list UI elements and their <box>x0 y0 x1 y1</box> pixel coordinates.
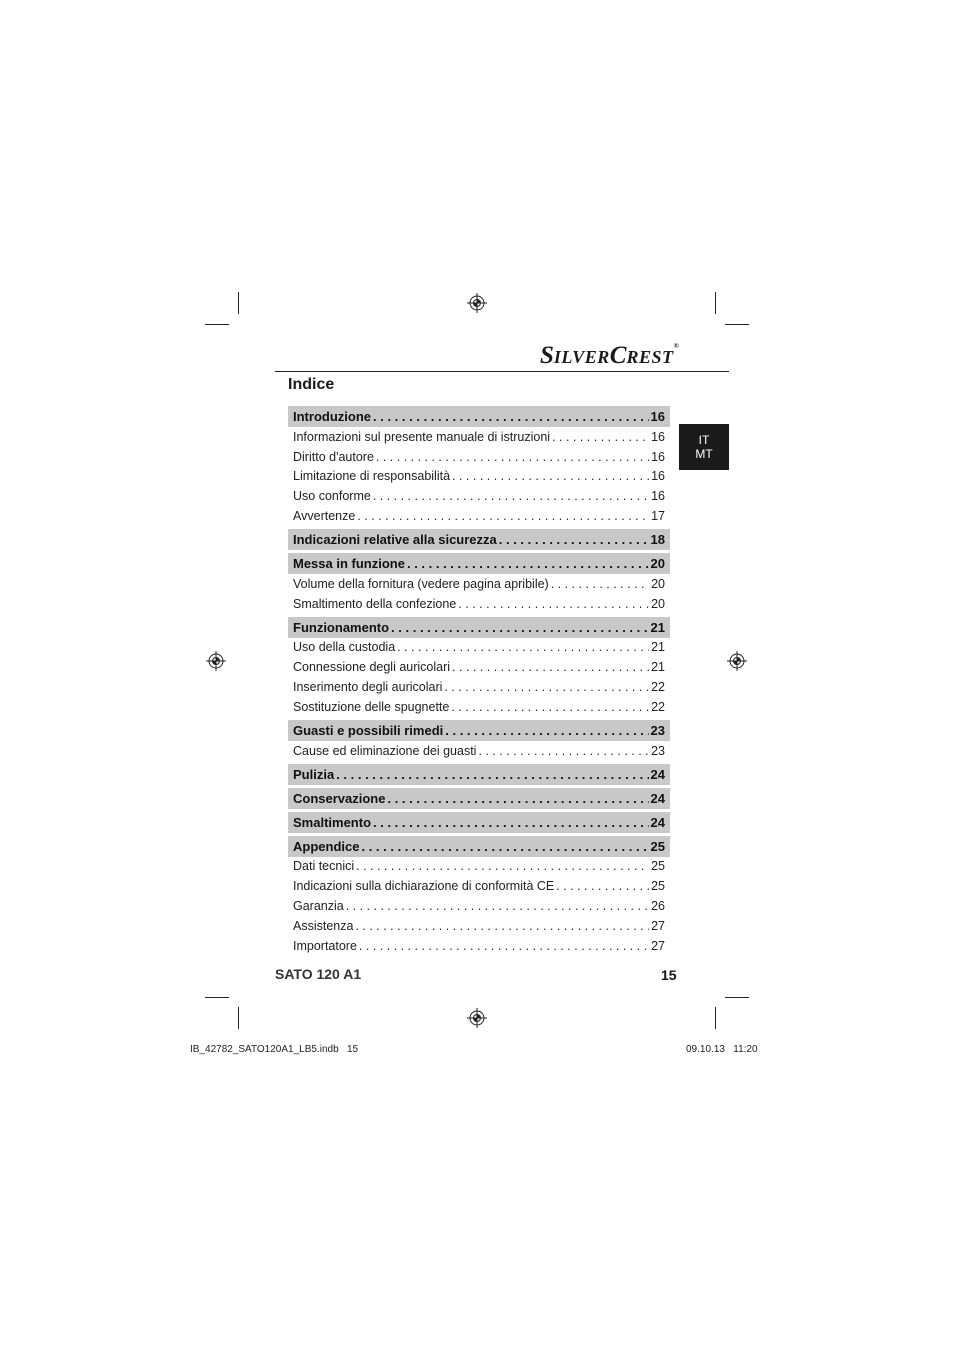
toc-section-title: Introduzione <box>293 409 371 424</box>
toc-entry-label: Uso della custodia <box>293 640 396 655</box>
toc-entry[interactable] <box>288 447 670 467</box>
registration-mark-icon <box>206 651 226 671</box>
dot-leader <box>452 469 649 483</box>
toc-entry-label: Limitazione di responsabilità <box>293 469 451 484</box>
dot-leader <box>445 723 648 738</box>
dot-leader <box>556 879 649 893</box>
toc-entry[interactable] <box>288 896 670 916</box>
toc-section[interactable] <box>288 406 670 427</box>
language-tab <box>679 424 729 470</box>
toc-entry-page: 20 <box>651 576 665 591</box>
toc-entry[interactable] <box>288 697 670 717</box>
model-name: SATO 120 A1 <box>275 966 362 982</box>
toc-section-page: 24 <box>650 814 665 830</box>
dot-leader <box>391 620 648 635</box>
toc-entry[interactable] <box>288 506 670 526</box>
dot-leader <box>499 532 649 547</box>
toc-entry-label: Assistenza <box>293 918 354 933</box>
toc-entry-page: 27 <box>651 938 665 953</box>
toc-entry-page: 16 <box>651 449 665 464</box>
toc-entry-page: 16 <box>651 429 665 444</box>
toc-section[interactable] <box>288 836 670 857</box>
language-code: MT <box>695 447 713 461</box>
toc-section-title: Pulizia <box>293 766 335 782</box>
dot-leader <box>452 660 649 674</box>
toc-entry-label: Cause ed eliminazione dei guasti <box>293 743 477 758</box>
page-number: 15 <box>661 967 677 983</box>
toc-entry[interactable] <box>288 486 670 506</box>
dot-leader <box>355 919 649 933</box>
toc-section[interactable] <box>288 720 670 741</box>
toc-entry[interactable] <box>288 638 670 658</box>
dot-leader <box>458 597 649 611</box>
toc-entry-label: Smaltimento della confezione <box>293 596 457 611</box>
dot-leader <box>356 859 649 873</box>
dot-leader <box>551 577 649 591</box>
registration-mark-icon <box>467 1008 487 1028</box>
dot-leader <box>552 430 649 444</box>
toc-entry[interactable] <box>288 876 670 896</box>
crop-mark <box>238 1007 239 1029</box>
toc-section-title: Conservazione <box>293 790 386 806</box>
crop-mark <box>715 292 716 314</box>
toc-entry-page: 21 <box>651 660 665 675</box>
toc-section-page: 18 <box>650 531 665 547</box>
dot-leader <box>359 939 649 953</box>
toc-entry-page: 22 <box>651 680 665 695</box>
toc-entry[interactable] <box>288 594 670 614</box>
dot-leader <box>397 640 649 654</box>
header-rule <box>275 371 729 372</box>
toc-section[interactable] <box>288 617 670 638</box>
dot-leader <box>346 899 649 913</box>
toc-entry-label: Importatore <box>293 938 357 953</box>
crop-mark <box>205 997 229 998</box>
toc-entry-label: Sostituzione delle spugnette <box>293 699 450 714</box>
toc-entry-label: Dati tecnici <box>293 859 355 874</box>
page-title: Indice <box>288 376 335 393</box>
toc-entry[interactable] <box>288 467 670 487</box>
dot-leader <box>387 791 648 806</box>
toc-entry-page: 25 <box>651 859 665 874</box>
toc-section-page: 21 <box>650 619 665 635</box>
dot-leader <box>373 815 649 830</box>
toc-entry-page: 17 <box>651 509 665 524</box>
toc-entry-label: Connessione degli auricolari <box>293 660 451 675</box>
dot-leader <box>407 556 649 571</box>
toc-section[interactable] <box>288 529 670 550</box>
toc-entry-label: Indicazioni sulla dichiarazione di conformità CE <box>293 879 555 894</box>
toc-entry-page: 21 <box>651 640 665 655</box>
toc-section-title: Smaltimento <box>293 814 372 830</box>
toc-entry[interactable] <box>288 657 670 677</box>
toc-section-page: 16 <box>650 409 665 424</box>
toc-section-title: Funzionamento <box>293 619 390 635</box>
crop-mark <box>205 324 229 325</box>
toc-entry-page: 16 <box>651 489 665 504</box>
toc-section-title: Appendice <box>293 838 360 854</box>
toc-entry-label: Informazioni sul presente manuale di istruzioni <box>293 429 551 444</box>
toc-entry-label: Inserimento degli auricolari <box>293 680 443 695</box>
dot-leader <box>357 509 649 523</box>
toc-section-title: Guasti e possibili rimedi <box>293 722 444 738</box>
toc-section-title: Messa in funzione <box>293 555 405 571</box>
toc-entry-label: Garanzia <box>293 899 344 914</box>
crop-mark <box>725 324 749 325</box>
silvercrest-logo: SILVERCREST® <box>540 342 679 369</box>
toc-entry[interactable] <box>288 936 670 956</box>
toc-entry-label: Avvertenze <box>293 509 356 524</box>
dot-leader <box>376 450 649 464</box>
toc-section-page: 24 <box>650 766 665 782</box>
dot-leader <box>336 767 648 782</box>
toc-section-page: 25 <box>650 838 665 854</box>
toc-entry[interactable] <box>288 574 670 594</box>
toc-entry-page: 22 <box>651 699 665 714</box>
toc-entry-page: 26 <box>651 899 665 914</box>
toc-section-page: 24 <box>650 790 665 806</box>
toc-entry-label: Uso conforme <box>293 489 371 504</box>
toc-entry-page: 16 <box>651 469 665 484</box>
crop-mark <box>725 997 749 998</box>
toc-section[interactable] <box>288 788 670 809</box>
toc-entry-page: 23 <box>651 743 665 758</box>
toc-entry-label: Volume della fornitura (vedere pagina apribile) <box>293 576 549 591</box>
registration-mark-icon <box>727 651 747 671</box>
crop-mark <box>238 292 239 314</box>
toc-section[interactable] <box>288 764 670 785</box>
print-slug-file: IB_42782_SATO120A1_LB5.indb 15 <box>190 1044 359 1055</box>
crop-mark <box>715 1007 716 1029</box>
dot-leader <box>478 744 649 758</box>
registration-mark-icon <box>467 293 487 313</box>
dot-leader <box>444 680 649 694</box>
toc-entry[interactable] <box>288 427 670 447</box>
toc-section[interactable] <box>288 553 670 574</box>
dot-leader <box>451 700 649 714</box>
language-code: IT <box>698 433 710 447</box>
toc-section-page: 20 <box>650 555 665 571</box>
toc-entry[interactable] <box>288 677 670 697</box>
toc-entry[interactable] <box>288 857 670 877</box>
print-slug-date: 09.10.13 11:20 <box>686 1044 758 1055</box>
dot-leader <box>373 489 649 503</box>
toc-section[interactable] <box>288 812 670 833</box>
dot-leader <box>361 839 648 854</box>
table-of-contents <box>288 406 670 956</box>
toc-entry[interactable] <box>288 916 670 936</box>
toc-entry-label: Diritto d'autore <box>293 449 374 464</box>
toc-entry-page: 20 <box>651 596 665 611</box>
toc-entry-page: 25 <box>651 879 665 894</box>
toc-section-page: 23 <box>650 722 665 738</box>
toc-section-title: Indicazioni relative alla sicurezza <box>293 531 497 547</box>
toc-entry-page: 27 <box>651 918 665 933</box>
dot-leader <box>373 409 649 424</box>
toc-entry[interactable] <box>288 741 670 761</box>
